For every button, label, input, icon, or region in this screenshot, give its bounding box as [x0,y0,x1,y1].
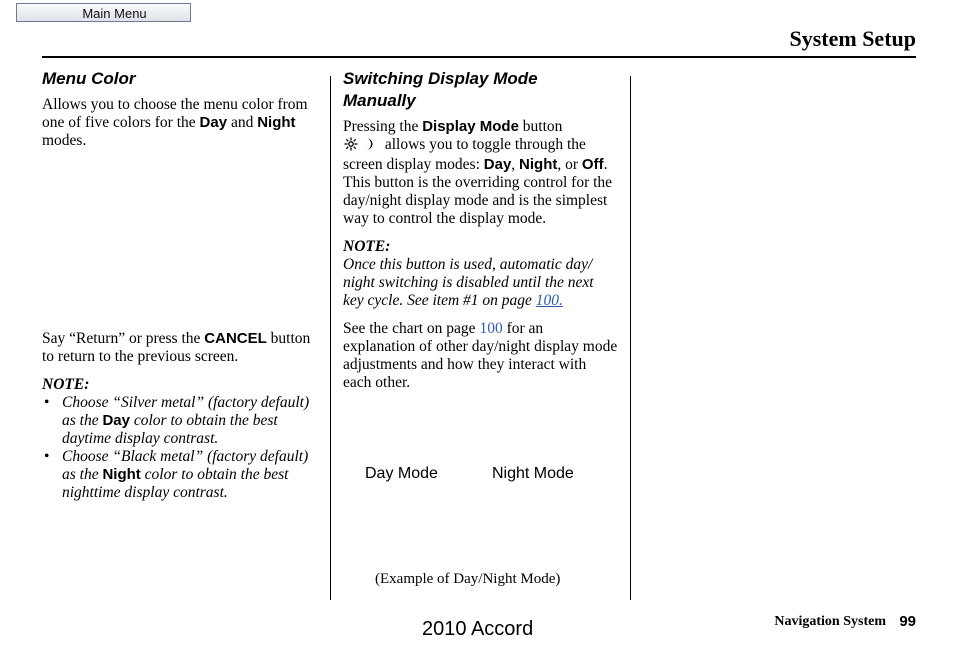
display-mode-section [343,68,618,402]
keyword-night: Night [519,156,558,173]
heading-line-2: Manually [343,91,416,110]
figure-caption: (Example of Day/Night Mode) [375,571,561,587]
display-mode-icon [343,137,377,156]
bullet-text-pre: Choose “Silver metal” (factory default) as the [62,394,310,429]
note-title: NOTE: [42,376,90,393]
p1-text-e: , or [557,156,582,173]
night-mode-label: Night Mode [492,465,574,482]
p2-text-a: See the chart on page [343,320,480,337]
keyword-night: Night [257,114,296,131]
menu-color-intro [42,96,317,150]
p2-text-b: for an explanation of other day/night display mode adjustments and how they interact with each other. [343,320,618,391]
keyword-cancel: CANCEL [204,330,267,347]
p1-text-d: , [511,156,520,173]
list-item [42,394,317,448]
heading-line-1: Switching Display Mode [343,69,538,88]
page-number: 99 [899,613,916,630]
note-text [343,256,618,310]
return-text-2: button to return to the previous screen. [42,330,311,365]
figure-space [42,160,317,330]
return-instructions [42,330,317,366]
keyword-night: Night [102,466,141,483]
watermark: 2010 Accord [422,618,534,640]
column-divider-right [630,76,631,600]
chart-reference [343,320,618,392]
menu-color-heading: Menu Color [42,69,136,88]
p1-text-a: Pressing the [343,118,423,135]
page-link[interactable]: 100 [479,320,503,337]
display-mode-paragraph [343,118,618,228]
bullet-text-post: color to obtain the best nighttime display contrast. [62,466,289,501]
main-menu-button[interactable]: Main Menu [16,3,191,22]
page-link[interactable]: 100. [535,292,563,309]
note-body: Once this button is used, automatic day/ night switching is disabled until the next key cycle. See item #1 on page [343,256,594,309]
intro-text-3: modes. [42,132,87,149]
intro-text-1: Allows you to choose the menu color from one of five colors for the [42,96,308,131]
return-text-1: Say “Return” or press the [42,330,205,347]
menu-color-section [42,68,317,502]
p1-text-b: button [518,118,563,135]
header-rule [42,56,916,58]
p1-text-c: allows you to toggle through the screen display modes: [343,136,586,173]
bullet-icon: • [44,394,50,411]
display-mode-heading [343,68,618,112]
bullet-text-pre: Choose “Black metal” (factory default) as the [62,448,309,483]
bullet-icon: • [44,448,50,465]
list-item [42,448,317,502]
keyword-display-mode: Display Mode [422,118,519,135]
day-mode-label: Day Mode [365,465,438,482]
page-title: System Setup [789,26,916,51]
footer-section: Navigation System [774,614,886,629]
column-divider-left [330,76,331,600]
note-list [42,394,317,502]
keyword-day: Day [102,412,130,429]
note-title: NOTE: [343,238,391,255]
keyword-day: Day [483,156,512,173]
intro-text-2: and [227,114,258,131]
bullet-text-post: color to obtain the best daytime display contrast. [62,412,278,447]
keyword-day: Day [199,114,228,131]
p1-text-f: . This button is the overriding control for the day/night display mode and is the simplest way to control the display mode. [343,156,613,227]
keyword-off: Off [581,156,604,173]
